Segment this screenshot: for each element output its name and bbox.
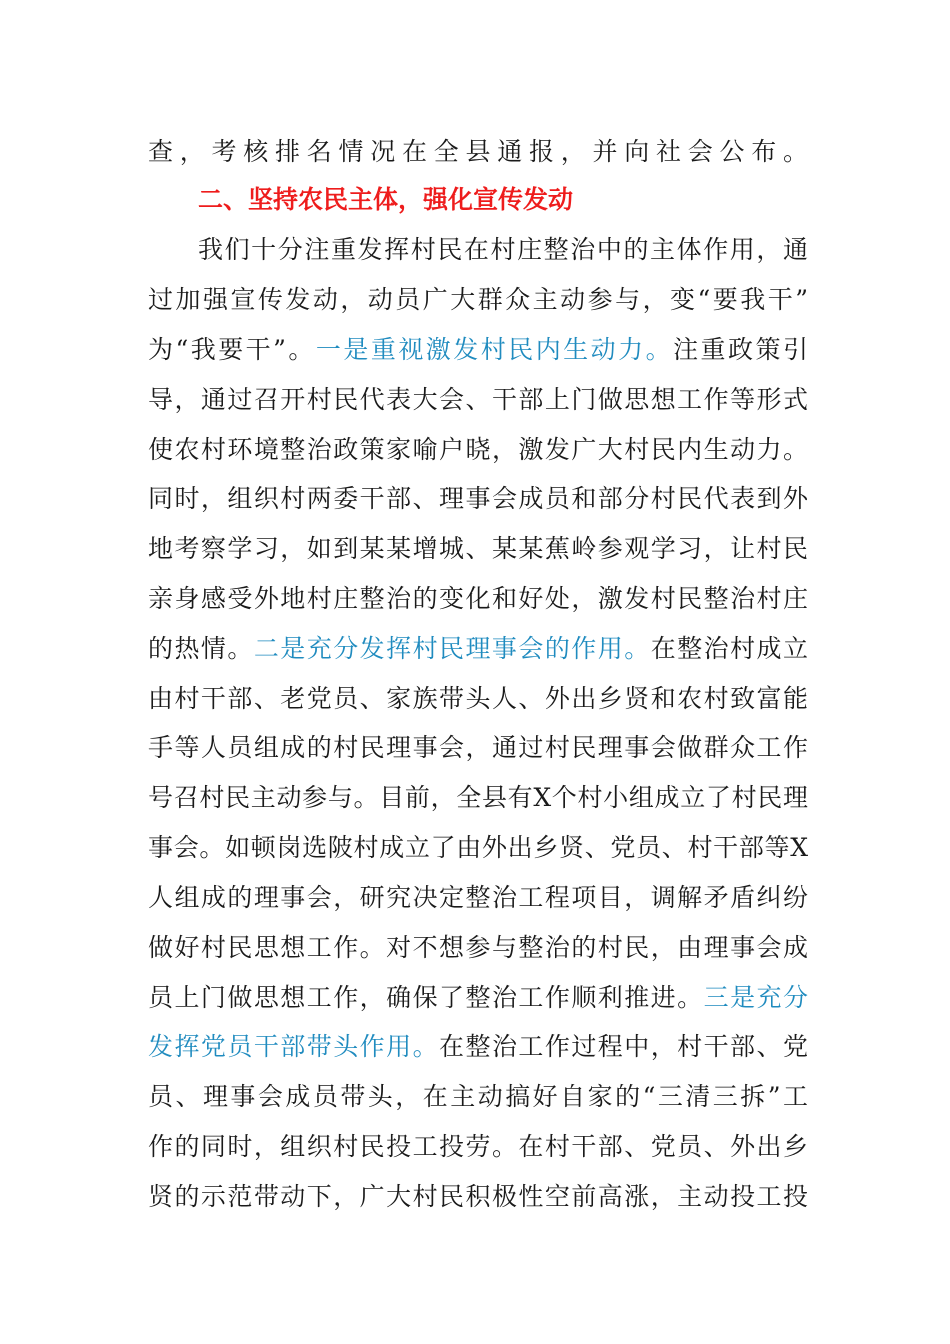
line-text: 的热情。 (148, 634, 254, 663)
line-text: 人组成的理事会，研究决定整治工程项目，调解矛盾纠纷 (148, 883, 808, 912)
highlight-point-two: 二是充分发挥村民理事会的作用。 (253, 634, 651, 663)
line-text: 做好村民思想工作。对不想参与整治的村民，由理事会成 (148, 933, 808, 962)
text-line (148, 1072, 808, 1122)
text-line (148, 1022, 808, 1072)
text-line (148, 873, 808, 923)
section-heading: 二、坚持农民主体，强化宣传发动 (198, 185, 574, 214)
line-text: 过加强宣传发动，动员广大群众主动参与，变“要我干” (148, 285, 808, 314)
line-text: 作的同时，组织村民投工投劳。在村干部、党员、外出乡 (148, 1132, 808, 1161)
line-text: 使农村环境整治政策家喻户晓，激发广大村民内生动力。 (148, 435, 808, 464)
line-text: 事会。如顿岗选陂村成立了由外出乡贤、党员、村干部等X (148, 833, 808, 862)
line-text: 员上门做思想工作，确保了整治工作顺利推进。 (148, 983, 704, 1012)
highlight-point-three: 三是充分 (703, 983, 808, 1012)
text-line (148, 524, 808, 574)
line-text: 注重政策引 (673, 335, 808, 364)
text-line (148, 127, 808, 177)
line-text: 地考察学习，如到某某增城、某某蕉岭参观学习，让村民 (148, 534, 808, 563)
text-line (148, 574, 808, 624)
text-line (148, 474, 808, 524)
line-text: 贤的示范带动下，广大村民积极性空前高涨，主动投工投 (148, 1182, 808, 1211)
text-line (148, 1172, 808, 1222)
line-text: 由村干部、老党员、家族带头人、外出乡贤和农村致富能 (148, 684, 808, 713)
text-line (198, 225, 808, 275)
line-text: 员、理事会成员带头，在主动搞好自家的“三清三拆”工 (148, 1082, 808, 1111)
line-text: 导，通过召开村民代表大会、干部上门做思想工作等形式 (148, 385, 808, 414)
text-line (148, 375, 808, 425)
line-text: 手等人员组成的村民理事会，通过村民理事会做群众工作 (148, 733, 808, 762)
text-line (148, 425, 808, 475)
text-line (148, 723, 808, 773)
line-text: 为“我要干”。 (148, 335, 316, 364)
line-text: 同时，组织村两委干部、理事会成员和部分村民代表到外 (148, 484, 808, 513)
text-line (148, 923, 808, 973)
text-line (148, 1122, 808, 1172)
line-text: 我们十分注重发挥村民在村庄整治中的主体作用，通 (198, 235, 808, 264)
line-text: 号召村民主动参与。目前，全县有X个村小组成立了村民理 (148, 783, 808, 812)
line-text: 亲身感受外地村庄整治的变化和好处，激发村民整治村庄 (148, 584, 808, 613)
text-line (148, 674, 808, 724)
text-line (148, 275, 808, 325)
text-line (148, 823, 808, 873)
line-text: 在整治工作过程中，村干部、党 (439, 1032, 808, 1061)
text-line (148, 773, 808, 823)
line-text: 在整治村成立 (650, 634, 808, 663)
text-line (148, 325, 808, 375)
highlight-point-one: 一是重视激发村民内生动力。 (315, 335, 674, 364)
line-text: 查，考核排名情况在全县通报，并向社会公布。 (148, 137, 808, 166)
text-line (148, 973, 808, 1023)
highlight-point-three-cont: 发挥党员干部带头作用。 (148, 1032, 440, 1061)
text-line (148, 624, 808, 674)
